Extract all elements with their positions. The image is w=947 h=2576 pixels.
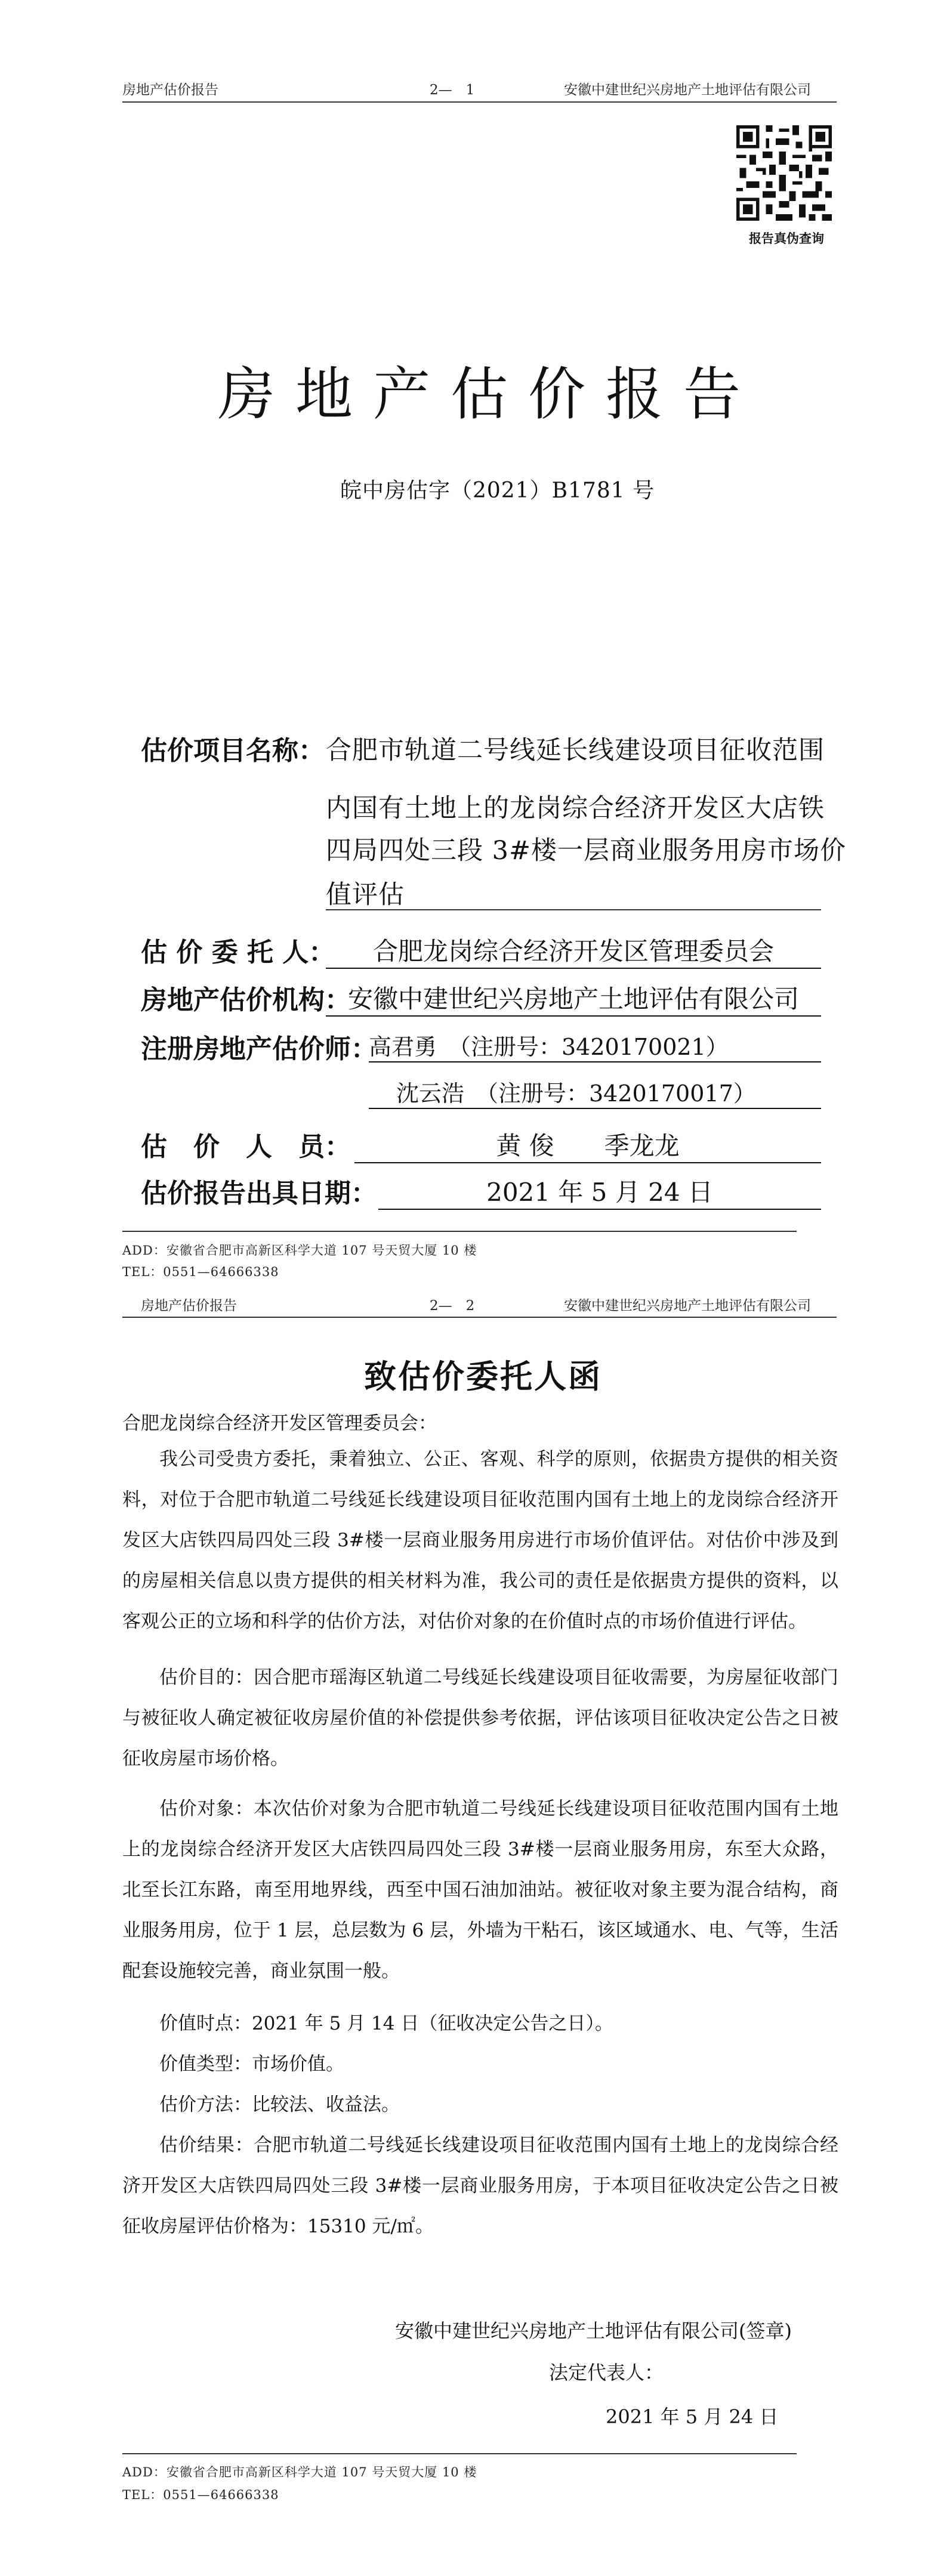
- footer-tel: TEL：0551—64666338: [122, 1265, 279, 1279]
- salutation: 合肥龙岗综合经济开发区管理委员会：: [122, 1413, 437, 1434]
- letter-paragraph: 价值时点：2021 年 5 月 14 日（征收决定公告之日）。: [159, 2013, 613, 2034]
- letter-paragraph: 估价对象：本次估价对象为合肥市轨道二号线延长线建设项目征收范围内国有土地上的龙岗综合经济开发区大店铁四局四处三段 3#楼一层商业服务用房，东至大众路，北至长江东路，南至用地界线，西至中国石油加油站。被征收对象主要为混合结构，商业服务用房，位于 1 层，总层数为 6 层，外墙为干粘石，该区域通水、电、气等，生活配套设施较完善，商业氛围一般。: [122, 1798, 838, 1982]
- qr-code-icon: [736, 125, 832, 221]
- letter-paragraph: 价值类型：市场价值。: [159, 2053, 344, 2075]
- project-name-line: 四局四处三段 3#楼一层商业服务用房市场价: [326, 836, 847, 866]
- header-page-number: 2— 1: [430, 82, 475, 98]
- signature-date: 2021 年 5 月 24 日: [606, 2405, 779, 2428]
- signature-company: 安徽中建世纪兴房地产土地评估有限公司(签章): [395, 2319, 792, 2342]
- footer-rule: [122, 1231, 797, 1232]
- footer-address: ADD：安徽省合肥市高新区科学大道 107 号天贸大厦 10 楼: [122, 1243, 477, 1258]
- report-title: 房地产估价报告: [218, 361, 761, 428]
- footer-address: ADD：安徽省合肥市高新区科学大道 107 号天贸大厦 10 楼: [122, 2465, 477, 2479]
- footer-rule: [122, 2453, 797, 2454]
- agency-label: 房地产估价机构：: [141, 985, 351, 1015]
- qr-caption: 报告真伪查询: [749, 231, 824, 246]
- letter-title: 致估价委托人函: [364, 1357, 602, 1395]
- staff-label: 估 价 人 员：: [141, 1132, 351, 1162]
- appraiser-value: 高君勇 （注册号：3420170021）: [369, 1028, 821, 1062]
- project-name-line: 值评估: [326, 880, 405, 910]
- header-page-number: 2— 2: [430, 1298, 475, 1314]
- issue-date-label: 估价报告出具日期：: [141, 1178, 377, 1209]
- client-label: 估 价 委 托 人：: [141, 937, 335, 968]
- project-underline: [326, 909, 821, 910]
- appraiser-label: 注册房地产估价师：: [141, 1034, 377, 1064]
- appraiser-value: 沈云浩 （注册号：3420170017）: [369, 1075, 821, 1109]
- letter-paragraph: 估价方法：比较法、收益法。: [159, 2094, 400, 2115]
- header-report-name: 房地产估价报告: [141, 1298, 237, 1314]
- header-company: 安徽中建世纪兴房地产土地评估有限公司: [564, 1298, 811, 1314]
- letter-paragraph: 估价目的：因合肥市瑶海区轨道二号线延长线建设项目征收需要，为房屋征收部门与被征收人确定被征收房屋价值的补偿提供参考依据，评估该项目征收决定公告之日被征收房屋市场价格。: [122, 1667, 838, 1769]
- project-name-label: 估价项目名称：: [141, 736, 325, 766]
- header-report-name: 房地产估价报告: [122, 82, 218, 98]
- report-number: 皖中房估字（2021）B1781 号: [340, 478, 655, 503]
- letter-paragraph: 估价结果：合肥市轨道二号线延长线建设项目征收范围内国有土地上的龙岗综合经济开发区大店铁四局四处三段 3#楼一层商业服务用房，于本项目征收决定公告之日被征收房屋评估价格为：15310 元/㎡。: [122, 2135, 838, 2237]
- issue-date-value: 2021 年 5 月 24 日: [378, 1173, 821, 1210]
- project-name-line: 内国有土地上的龙岗综合经济开发区大店铁: [326, 793, 825, 823]
- client-value: 合肥龙岗综合经济开发区管理委员会: [326, 932, 821, 969]
- header-company: 安徽中建世纪兴房地产土地评估有限公司: [564, 82, 811, 98]
- staff-value: 黄 俊 季龙龙: [354, 1126, 821, 1163]
- agency-value: 安徽中建世纪兴房地产土地评估有限公司: [326, 980, 821, 1017]
- header-rule: [122, 101, 837, 103]
- header-rule: [122, 1317, 837, 1318]
- project-name-line: 合肥市轨道二号线延长线建设项目征收范围: [326, 736, 825, 765]
- letter-paragraph: 我公司受贵方委托，秉着独立、公正、客观、科学的原则，依据贵方提供的相关资料，对位于合肥市轨道二号线延长线建设项目征收范围内国有土地上的龙岗综合经济开发区大店铁四局四处三段 3#楼一层商业服务用房进行市场价值评估。对估价中涉及到的房屋相关信息以贵方提供的相关材料为准，我公司的责任是依据贵方提供的资料，以客观公正的立场和科学的估价方法，对估价对象的在价值时点的市场价值进行评估。: [122, 1448, 838, 1632]
- signature-legal-rep: 法定代表人：: [549, 2361, 664, 2384]
- footer-tel: TEL：0551—64666338: [122, 2488, 279, 2502]
